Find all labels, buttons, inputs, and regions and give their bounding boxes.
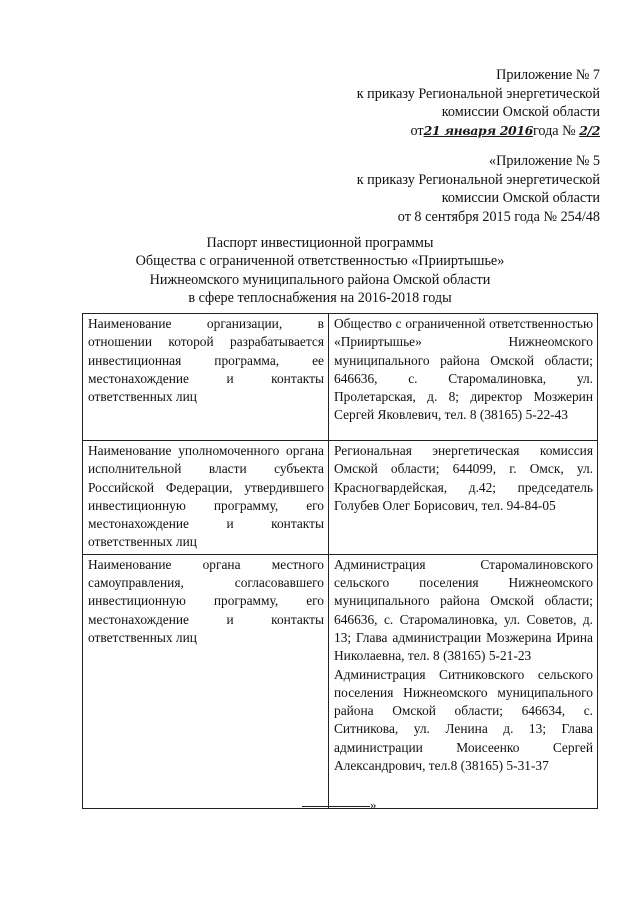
passport-title-line-1: Паспорт инвестиционной программы <box>206 235 434 251</box>
organization-label-cell: Наименование организации, в отношении которой разрабатывается инвестиционная программа, ее местонахождение и контакты ответственных лиц <box>83 314 329 441</box>
local-government-value-cell <box>329 554 598 808</box>
annex-5-commission-line: комиссии Омской области <box>441 190 600 207</box>
table-row <box>83 441 598 555</box>
annex-5-header <box>357 152 600 226</box>
annex-7-from-prefix: от <box>410 122 424 139</box>
organization-value-cell: Общество с ограниченной ответственностью «Прииртышье» Нижнеомского муниципального района Омской области; 646636, с. Старомалиновка, ул. Пролетарская, д. 8; директор Мозжерин Сергей Яковлевич, тел. 8 (38165) 5-22-43 <box>329 314 598 441</box>
table-row <box>83 554 598 808</box>
handwritten-number: 2/2 <box>579 122 600 138</box>
sitnikovo-administration-text: Администрация Ситниковского сельского поселения Нижнеомского муниципального района Омской области; 646634, с. Ситникова, ул. Ленина д. 13; Глава администрации Моисеенко Сергей Александрович, тел.8 (38165) 5-31-37 <box>334 666 593 774</box>
passport-title-line-3: Нижнеомского муниципального района Омской области <box>149 271 491 288</box>
table-row <box>83 314 598 441</box>
passport-title-line-2: Общества с ограниченной ответственностью «Прииртышье» <box>135 253 505 270</box>
passport-title-line-4: в сфере теплоснабжения на 2016-2018 годы <box>188 290 452 307</box>
passport-table <box>82 313 598 809</box>
annex-7-date-line <box>357 122 600 141</box>
signature-underline <box>302 806 370 807</box>
executive-authority-value-cell: Региональная энергетическая комиссия Омской области; 644099, г. Омск, ул. Красногвардейская, д.42; председатель Голубев Олег Борисович, тел. 94-84-05 <box>329 441 598 555</box>
closing-line <box>302 797 377 813</box>
annex-5-title: «Приложение № 5 <box>489 153 600 169</box>
annex-7-year-word: года № <box>532 122 576 139</box>
annex-5-order-line: к приказу Региональной энергетической <box>356 171 600 188</box>
starornalinovka-administration-text: Администрация Старомалиновского сельского поселения Нижнеомского муниципального района Омской области; 646636, с. Старомалиновка, ул. Советов, д. 13; Глава администрации Мозжерина Ирина Николаевна, тел. 8 (38165) 5-21-23 <box>334 556 593 664</box>
executive-authority-label-cell: Наименование уполномоченного органа исполнительной власти субъекта Российской Федерации, утвердившего инвестиционную программу, его местонахождение и контакты ответственных лиц <box>83 441 329 555</box>
local-government-label-cell: Наименование органа местного самоуправления, согласовавшего инвестиционную программу, его местонахождение и контакты ответственных лиц <box>83 554 329 808</box>
annex-7-title: Приложение № 7 <box>496 67 600 83</box>
annex-7-header <box>357 66 600 140</box>
annex-7-commission-line: комиссии Омской области <box>441 104 600 121</box>
annex-5-date-line: от 8 сентября 2015 года № 254/48 <box>397 208 600 225</box>
passport-title <box>0 234 640 308</box>
closing-quote: » <box>370 797 377 812</box>
handwritten-date: 21 января 2016 <box>423 122 533 138</box>
annex-7-order-line: к приказу Региональной энергетической <box>356 85 600 102</box>
